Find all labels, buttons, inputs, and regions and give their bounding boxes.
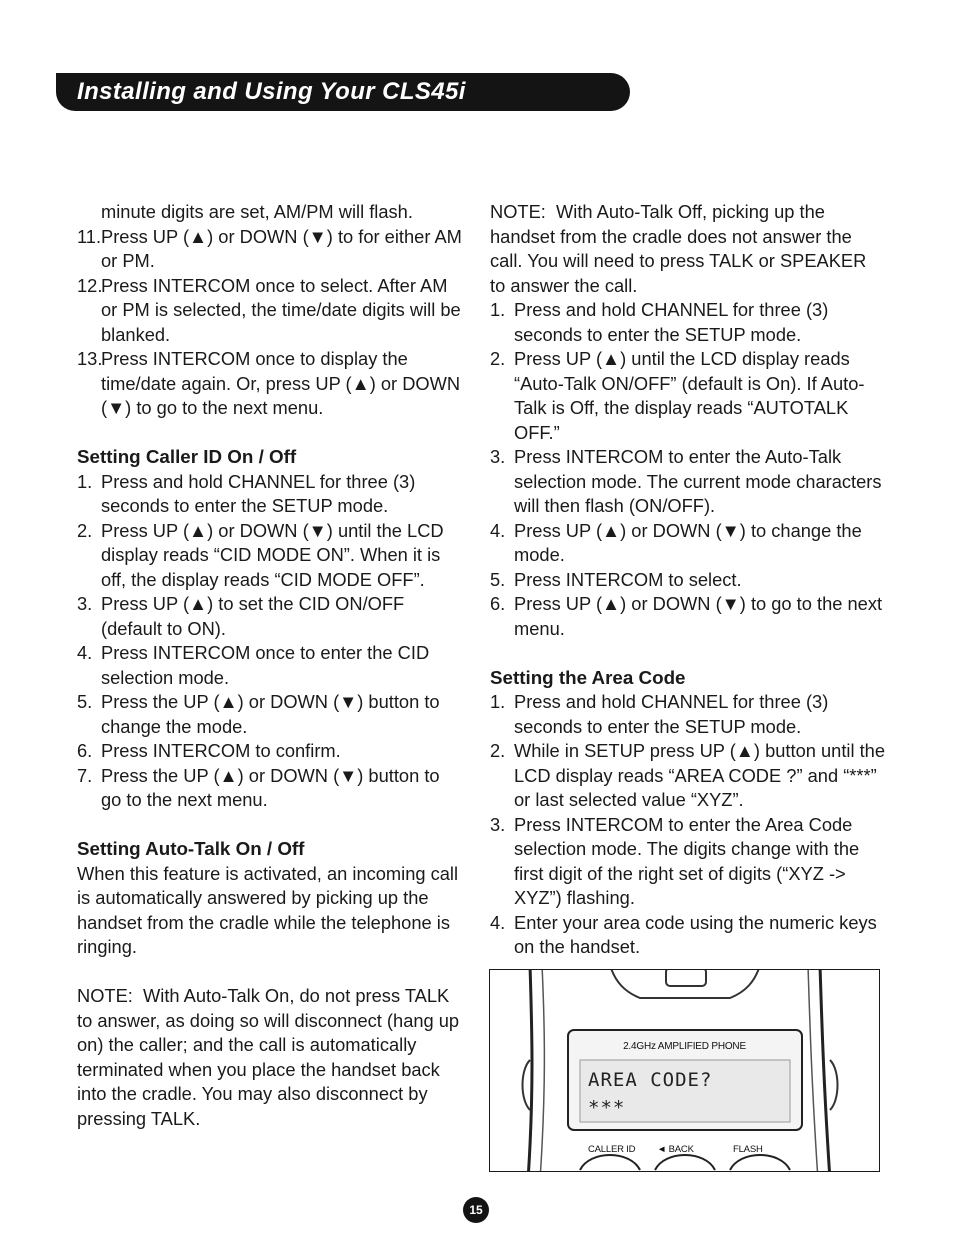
- list-item: [77, 347, 462, 421]
- lcd-line-2: ***: [588, 1097, 626, 1119]
- step-text: Press UP (▲) or DOWN (▼) until the LCD display reads “CID MODE ON”. When it is off, the display reads “CID MODE OFF”.: [101, 519, 444, 590]
- step-text: Press and hold CHANNEL for three (3) seconds to enter the SETUP mode.: [101, 470, 416, 516]
- list-item: [490, 298, 885, 347]
- step-number: 3.: [490, 446, 506, 467]
- time-steps-list: [77, 225, 462, 421]
- list-item: [77, 641, 462, 690]
- step-text: Press UP (▲) to set the CID ON/OFF (default to ON).: [101, 593, 405, 639]
- auto-talk-intro: When this feature is activated, an incoming call is automatically answered by picking up the handset from the cradle while the telephone is ringing.: [77, 862, 464, 957]
- step-text: Press UP (▲) or DOWN (▼) to go to the next menu.: [514, 593, 883, 639]
- step-number: 2.: [77, 519, 93, 541]
- step-number: 11.: [77, 225, 102, 247]
- list-item: [490, 911, 885, 960]
- header-banner: [56, 73, 630, 111]
- list-item: [490, 739, 885, 813]
- step-text: While in SETUP press UP (▲) button until the LCD display reads “AREA CODE ?” and “***” or last selected value “XYZ”.: [514, 740, 886, 810]
- step-number: 3.: [490, 813, 506, 835]
- caller-id-heading: Setting Caller ID On / Off: [77, 446, 297, 467]
- list-item: [77, 690, 462, 739]
- step-text: Press and hold CHANNEL for three (3) seconds to enter the SETUP mode.: [514, 691, 829, 737]
- auto-talk-heading: Setting Auto-Talk On / Off: [77, 838, 305, 859]
- step-number: 4.: [490, 519, 506, 541]
- page-number: 15: [463, 1197, 489, 1223]
- step-number: 4.: [77, 642, 93, 663]
- step-text: Press INTERCOM once to enter the CID selection mode.: [101, 642, 430, 688]
- lcd-line-1: AREA CODE?: [588, 1069, 713, 1091]
- page-title: Installing and Using Your CLS45i: [77, 78, 466, 105]
- step-number: 7.: [77, 764, 93, 786]
- step-number: 5.: [77, 691, 93, 712]
- step-number: 5.: [490, 568, 506, 590]
- list-item: [490, 519, 885, 568]
- caller-id-steps-list: [77, 470, 462, 813]
- right-column: [490, 200, 885, 960]
- phone-brand-label: 2.4GHz AMPLIFIED PHONE: [623, 1041, 746, 1052]
- step-number: 1.: [77, 470, 93, 492]
- list-item: [490, 690, 885, 739]
- step-number: 6.: [490, 593, 506, 614]
- step-text: Press INTERCOM to confirm.: [101, 740, 341, 761]
- area-code-heading: Setting the Area Code: [490, 666, 686, 688]
- step-number: 13.: [77, 348, 103, 369]
- step-number: 1.: [490, 299, 506, 320]
- step-number: 2.: [490, 348, 506, 369]
- list-item: [490, 445, 885, 519]
- list-item: [77, 519, 462, 593]
- auto-talk-off-note: NOTE: With Auto-Talk Off, picking up the handset from the cradle does not answer the call. You will need to press TALK or SPEAKER to answer the call.: [490, 201, 872, 296]
- list-item: [490, 592, 885, 641]
- list-item: [77, 764, 462, 813]
- step-number: 2.: [490, 740, 506, 761]
- step-number: 4.: [490, 911, 506, 933]
- phone-lcd-illustration: [489, 969, 880, 1172]
- step-text: Press INTERCOM once to display the time/date again. Or, press UP (▲) or DOWN (▼) to go to the next menu.: [101, 348, 461, 418]
- step-text: Press UP (▲) or DOWN (▼) to for either AM or PM.: [101, 225, 462, 271]
- step-text: Press UP (▲) or DOWN (▼) to change the mode.: [514, 519, 862, 565]
- back-key-label: ◄ BACK: [657, 1144, 694, 1155]
- auto-talk-steps-list: [490, 298, 885, 641]
- caller-id-key-label: CALLER ID: [588, 1144, 636, 1155]
- step-text: Press INTERCOM once to select. After AM or PM is selected, the time/date digits will be blanked.: [101, 274, 461, 345]
- list-item: [77, 225, 462, 274]
- list-item: [77, 739, 462, 764]
- step-text: Press the UP (▲) or DOWN (▼) button to go to the next menu.: [101, 764, 440, 810]
- step-text: Press and hold CHANNEL for three (3) seconds to enter the SETUP mode.: [514, 299, 829, 345]
- step-number: 3.: [77, 593, 93, 614]
- step-number: 12.: [77, 274, 103, 296]
- area-code-steps-list: [490, 690, 885, 960]
- continuation-text: minute digits are set, AM/PM will flash.: [101, 201, 413, 222]
- list-item: [490, 813, 885, 911]
- list-item: [77, 470, 462, 519]
- step-text: Press UP (▲) until the LCD display reads “Auto-Talk ON/OFF” (default is On). If Auto-Talk is Off, the display reads “AUTOTALK OFF.”: [514, 348, 865, 443]
- step-number: 6.: [77, 740, 93, 761]
- list-item: [490, 347, 885, 445]
- step-text: Enter your area code using the numeric keys on the handset.: [514, 911, 877, 957]
- step-text: Press INTERCOM to select.: [514, 568, 742, 590]
- list-item: [77, 592, 462, 641]
- list-item: [490, 568, 885, 593]
- flash-key-label: FLASH: [733, 1144, 763, 1155]
- left-column: [77, 200, 465, 1131]
- step-text: Press INTERCOM to enter the Area Code selection mode. The digits change with the first digit of the right set of digits (“XYZ -> XYZ”) flashing.: [514, 813, 860, 908]
- step-text: Press INTERCOM to enter the Auto-Talk selection mode. The current mode characters will then flash (ON/OFF).: [514, 446, 882, 516]
- list-item: [77, 274, 462, 348]
- step-text: Press the UP (▲) or DOWN (▼) button to change the mode.: [101, 691, 440, 737]
- step-number: 1.: [490, 691, 506, 712]
- auto-talk-note: NOTE: With Auto-Talk On, do not press TALK to answer, as doing so will disconnect (hang up on) the caller; and the call is automatically terminated when you place the handset back into the cradle. You may also disconnect by pressing TALK.: [77, 985, 465, 1129]
